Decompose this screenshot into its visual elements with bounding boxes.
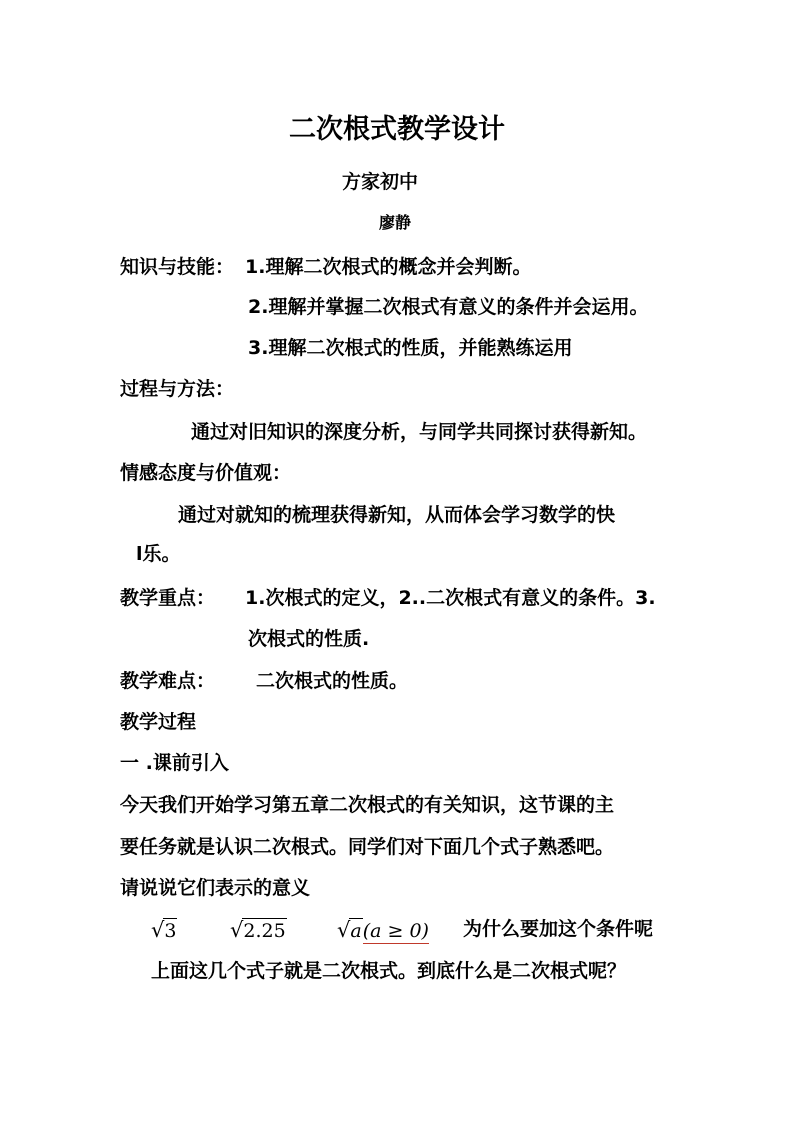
intro-paragraph-line3: 请说说它们表示的意义 <box>120 877 311 899</box>
condition-question: 为什么要加这个条件呢 <box>463 918 654 940</box>
difficult-points-label: 教学难点： <box>120 670 216 692</box>
radicand-a: a <box>350 920 362 942</box>
radical-symbol: √ <box>230 918 244 942</box>
knowledge-item-1: 1.理解二次根式的概念并会判断。 <box>245 256 532 278</box>
document-title: 二次根式教学设计 <box>289 114 505 145</box>
knowledge-item-2: 2.理解并掌握二次根式有意义的条件并会运用。 <box>248 296 649 318</box>
emotion-text-line1: 通过对就知的梳理获得新知，从而体会学习数学的快 <box>178 504 616 526</box>
process-text: 通过对旧知识的深度分析，与同学共同探讨获得新知。 <box>191 421 648 443</box>
intro-paragraph-line2: 要任务就是认识二次根式。同学们对下面几个式子熟悉吧。 <box>120 836 615 858</box>
key-points-line1: 1.次根式的定义，2..二次根式有意义的条件。3. <box>245 587 656 609</box>
key-points-label: 教学重点： <box>120 587 216 609</box>
emotion-label: 情感态度与价值观： <box>120 462 292 484</box>
key-points-line2: 次根式的性质. <box>248 628 370 650</box>
procedure-heading: 教学过程 <box>120 711 197 733</box>
school-name: 方家初中 <box>342 171 419 193</box>
intro-paragraph-line1: 今天我们开始学习第五章二次根式的有关知识，这节课的主 <box>120 794 615 816</box>
radical-symbol: √ <box>151 918 165 942</box>
sqrt-expression-2-25 <box>230 918 287 943</box>
conclusion-text: 上面这几个式子就是二次根式。到底什么是二次根式呢？ <box>151 960 627 982</box>
condition-a-nonnegative: (a ≥ 0) <box>362 920 429 942</box>
difficult-points-text: 二次根式的性质。 <box>256 670 409 692</box>
knowledge-label: 知识与技能： <box>120 256 235 278</box>
radicand-3: 3 <box>164 920 177 942</box>
section-heading-intro: 一 .课前引入 <box>120 752 229 774</box>
process-label: 过程与方法： <box>120 378 235 400</box>
author-name: 廖静 <box>379 213 412 232</box>
radicand-2-25: 2.25 <box>243 920 286 942</box>
knowledge-item-3: 3.理解二次根式的性质，并能熟练运用 <box>248 337 573 359</box>
radical-symbol: √ <box>337 918 351 942</box>
sqrt-expression-a <box>337 918 429 943</box>
sqrt-expression-3 <box>151 918 177 943</box>
emotion-text-line2: l乐。 <box>136 543 181 565</box>
